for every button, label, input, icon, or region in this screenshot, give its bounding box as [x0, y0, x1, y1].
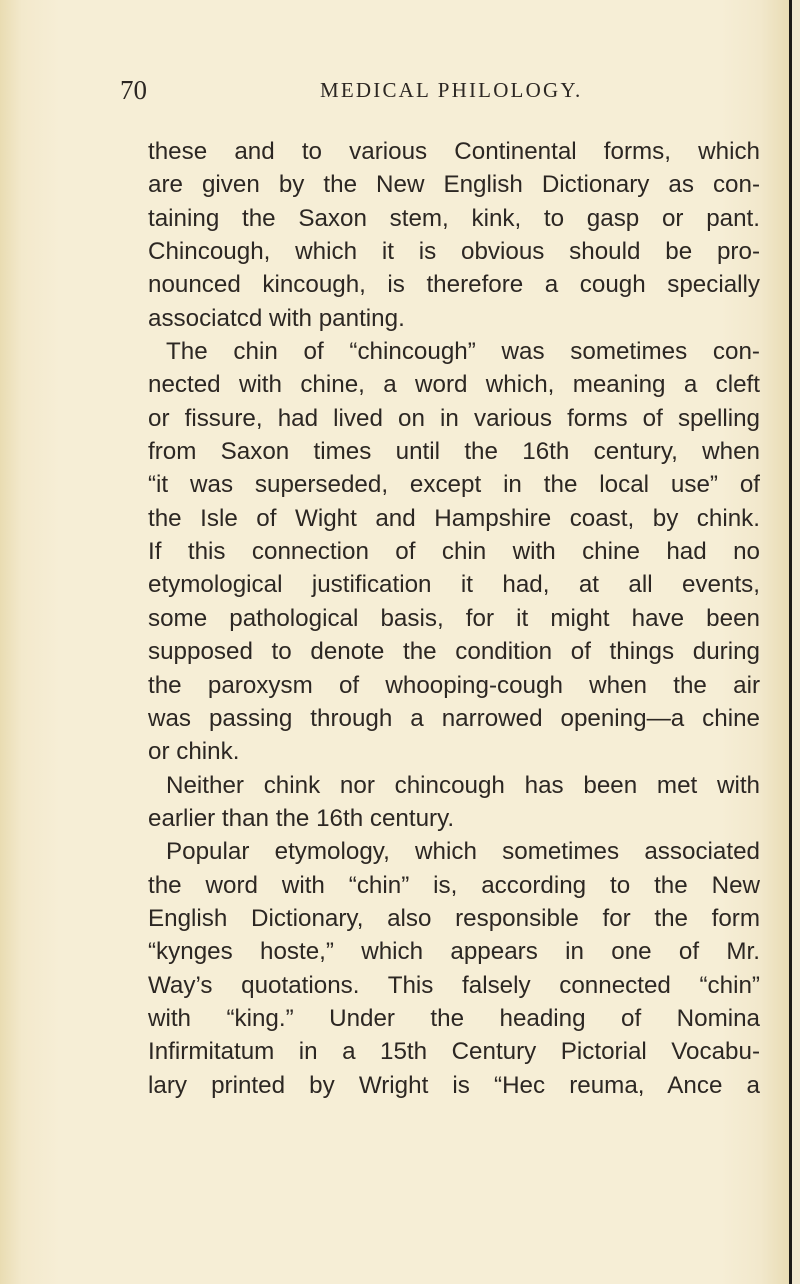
page-edge-margin	[792, 0, 800, 1284]
text-line: the word with “chin” is, according to the New	[148, 871, 760, 899]
text-line: taining the Saxon stem, kink, to gasp or pant.	[148, 204, 760, 232]
text-line: the Isle of Wight and Hampshire coast, by chink.	[148, 504, 760, 532]
text-line: If this connection of chin with chine had no	[148, 538, 760, 566]
text-line: etymological justification it had, at all events,	[148, 571, 760, 599]
text-line: “it was superseded, except in the local use” of	[148, 471, 760, 499]
text-line: supposed to denote the condition of things during	[148, 638, 760, 666]
text-line: with “king.” Under the heading of Nomina	[148, 1004, 760, 1032]
page-header	[120, 75, 760, 105]
text-line: Infirmitatum in a 15th Century Pictorial Vocabu-	[148, 1038, 760, 1066]
text-line: was passing through a narrowed opening—a chine	[148, 704, 760, 732]
text-line: associatcd with panting.	[148, 304, 405, 332]
text-line: from Saxon times until the 16th century, when	[148, 438, 760, 466]
text-line: The chin of “chincough” was sometimes con-	[166, 338, 760, 366]
text-line: Way’s quotations. This falsely connected “chin”	[148, 971, 760, 999]
text-line: Neither chink nor chincough has been met with	[166, 771, 760, 799]
text-line: “kynges hoste,” which appears in one of Mr.	[148, 938, 760, 966]
text-line: or fissure, had lived on in various forms of spelling	[148, 404, 760, 432]
text-line: Chincough, which it is obvious should be pro-	[148, 238, 760, 266]
text-line: these and to various Continental forms, which	[148, 138, 760, 165]
text-line: earlier than the 16th century.	[148, 804, 455, 832]
text-line: are given by the New English Dictionary as con-	[148, 171, 760, 199]
text-line: or chink.	[148, 738, 240, 766]
text-line: English Dictionary, also responsible for the form	[148, 904, 760, 932]
text-line: Popular etymology, which sometimes associated	[166, 838, 760, 866]
text-line: lary printed by Wright is “Hec reuma, Ance a	[148, 1071, 760, 1099]
running-head: MEDICAL PHILOLOGY.	[320, 78, 583, 102]
body-text	[148, 135, 760, 1102]
text-line: nected with chine, a word which, meaning a cleft	[148, 371, 760, 399]
page-number: 70	[120, 75, 147, 105]
text-line: nounced kincough, is therefore a cough specially	[148, 271, 760, 299]
text-line: the paroxysm of whooping-cough when the air	[148, 671, 760, 699]
page-edge-line	[789, 0, 792, 1284]
text-line: some pathological basis, for it might have been	[148, 604, 760, 632]
